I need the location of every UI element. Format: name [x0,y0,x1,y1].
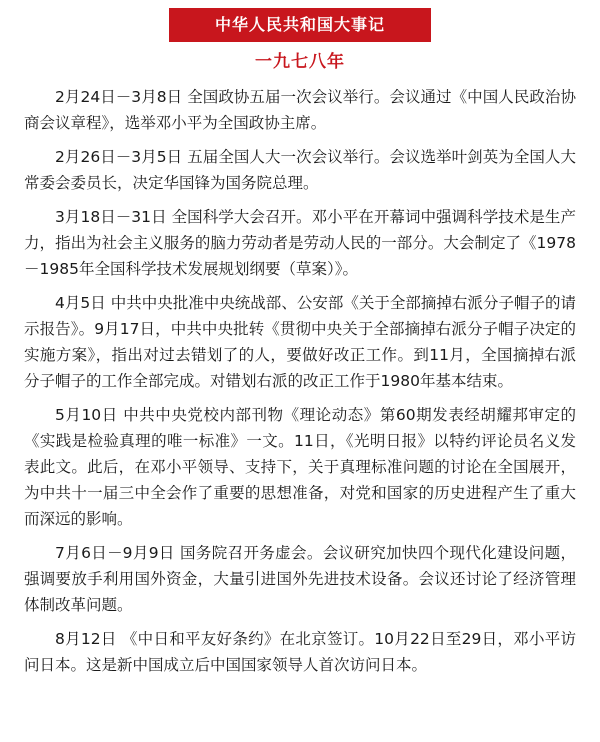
entry-paragraph: 2月24日－3月8日 全国政协五届一次会议举行。会议通过《中国人民政治协商会议章程》，选举邓小平为全国政协主席。 [24,88,576,132]
entry-paragraph: 8月12日 《中日和平友好条约》在北京签订。10月22日至29日，邓小平访问日本。这是新中国成立后中国国家领导人首次访问日本。 [24,630,576,674]
title-banner [169,8,431,42]
page-title: 中华人民共和国大事记 [214,15,385,34]
year-heading: 一九七八年 [255,52,345,72]
entry-paragraph: 4月5日 中共中央批准中央统战部、公安部《关于全部摘掉右派分子帽子的请示报告》。9月17日，中共中央批转《贯彻中央关于全部摘掉右派分子帽子决定的实施方案》，指出对过去错划了的人，要做好改正工作。到11月，全国摘掉右派分子帽子的工作全部完成。对错划右派的改正工作于1980年基本结束。 [24,294,576,390]
entry-paragraph: 5月10日 中共中央党校内部刊物《理论动态》第60期发表经胡耀邦审定的《实践是检验真理的唯一标准》一文。11日，《光明日报》以特约评论员名义发表此文。此后，在邓小平领导、支持下，关于真理标准问题的讨论在全国展开，为中共十一届三中全会作了重要的思想准备，对党和国家的历史进程产生了重大而深远的影响。 [24,406,576,528]
entry-paragraph: 7月6日－9月9日 国务院召开务虚会。会议研究加快四个现代化建设问题，强调要放手利用国外资金，大量引进国外先进技术设备。会议还讨论了经济管理体制改革问题。 [24,544,576,614]
chronicle-body [24,84,576,678]
entry-paragraph: 3月18日－31日 全国科学大会召开。邓小平在开幕词中强调科学技术是生产力，指出为社会主义服务的脑力劳动者是劳动人民的一部分。大会制定了《1978－1985年全国科学技术发展规划纲要（草案）》。 [24,208,576,278]
entry-paragraph: 2月26日－3月5日 五届全国人大一次会议举行。会议选举叶剑英为全国人大常委会委员长，决定华国锋为国务院总理。 [24,148,576,192]
